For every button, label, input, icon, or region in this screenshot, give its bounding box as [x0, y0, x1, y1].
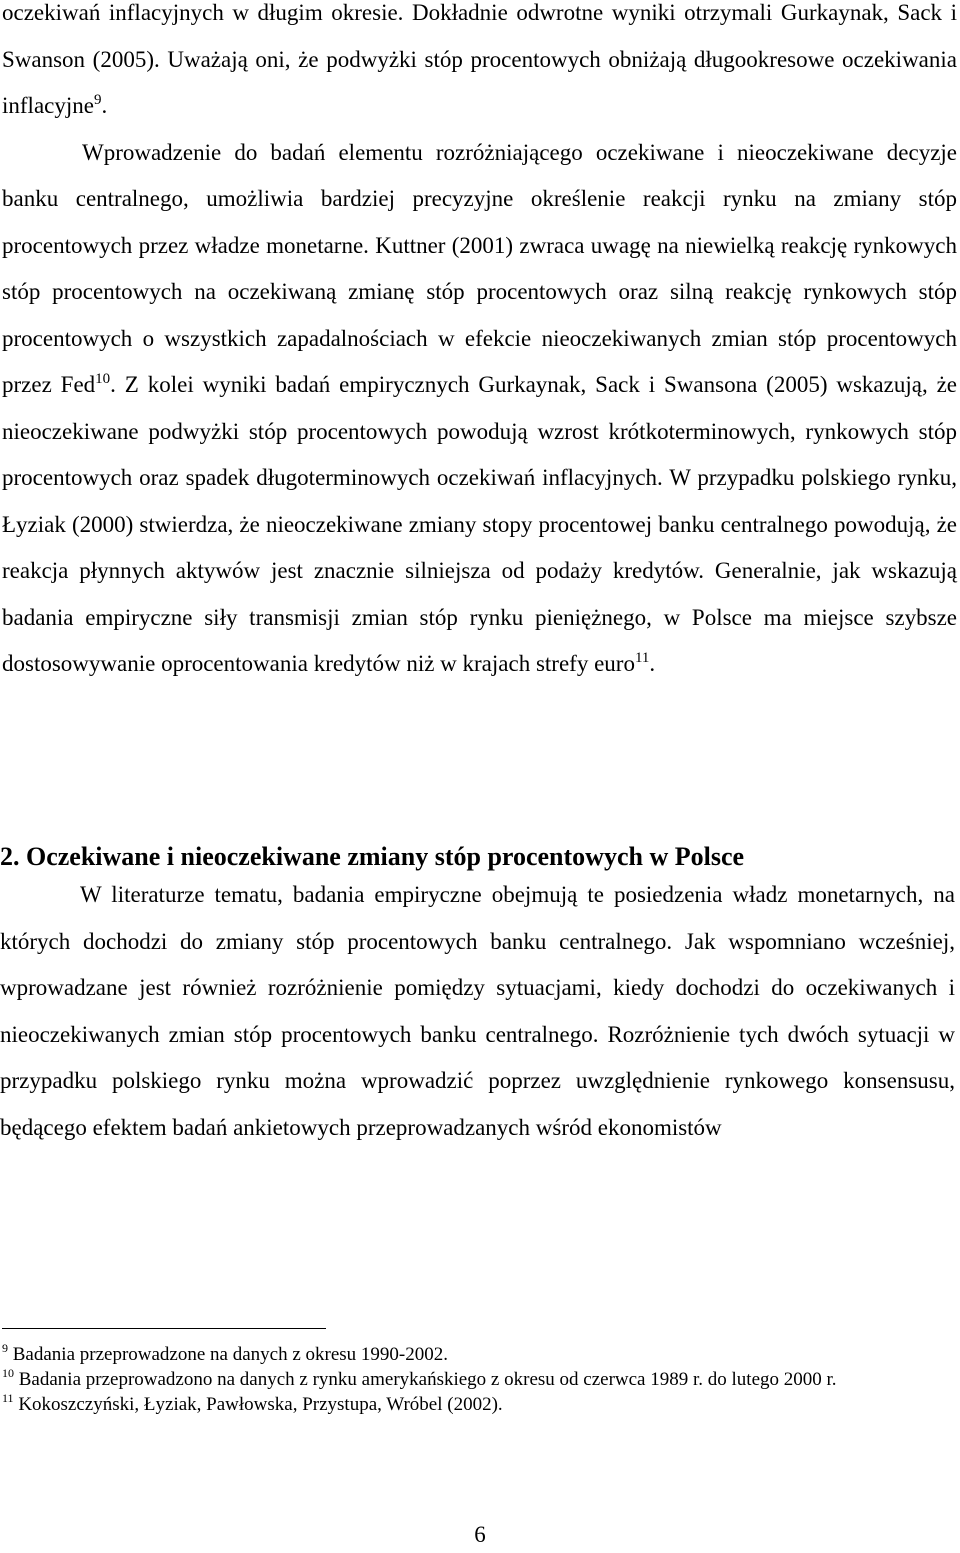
paragraph-1: [2, 0, 957, 130]
footnotes: [2, 1342, 957, 1417]
paragraph-1-tail: .: [101, 93, 108, 118]
footnote-text: Badania przeprowadzono na danych z rynku amerykańskiego z okresu od czerwca 1989 r. do lutego 2000 r.: [18, 1369, 837, 1390]
footnote-number: 10: [2, 1366, 14, 1380]
footnote-11: [2, 1392, 957, 1417]
footnote-number: 9: [2, 1341, 8, 1355]
section-2-paragraph: W literaturze tematu, badania empiryczne obejmują te posiedzenia władz monetarnych, na których dochodzi do zmiany stóp procentowych banku centralnego. Jak wspomniano wcześniej, wprowadzane jest również rozróżnienie pomiędzy sytuacjami, kiedy dochodzi do oczekiwanych i nieoczekiwanych zmian stóp procentowych banku centralnego. Rozróżnienie tych dwóch sytuacji w przypadku polskiego rynku można wprowadzić poprzez uwzględnienie rynkowego konsensusu, będącego efektem badań ankietowych przeprowadzanych wśród ekonomistów: [0, 882, 955, 1140]
section-heading: 2. Oczekiwane i nieoczekiwane zmiany stóp procentowych w Polsce: [0, 842, 745, 871]
footnote-separator: [2, 1328, 326, 1329]
page-number: 6: [474, 1522, 486, 1547]
paragraph-1-text: oczekiwań inflacyjnych w długim okresie. Dokładnie odwrotne wyniki otrzymali Gurkaynak, Sack i Swanson (2005). Uważają oni, że podwyżki stóp procentowych obniżają długookresowe oczekiwania inflacyjne: [2, 0, 957, 118]
section-2-body: [0, 872, 955, 1151]
paragraph-2-tail: .: [649, 651, 656, 676]
paragraph-2: [2, 130, 957, 688]
footnote-ref-11: 11: [634, 650, 650, 666]
footnote-9: [2, 1342, 957, 1367]
footnote-10: [2, 1367, 957, 1392]
footnote-ref-9: 9: [93, 92, 102, 108]
footnote-text: Badania przeprowadzone na danych z okresu 1990-2002.: [12, 1344, 449, 1365]
footnote-text: Kokoszczyński, Łyziak, Pawłowska, Przystupa, Wróbel (2002).: [18, 1394, 503, 1415]
paragraph-2-text-b: . Z kolei wyniki badań empirycznych Gurkaynak, Sack i Swansona (2005) wskazują, że nieoczekiwane podwyżki stóp procentowych powodują wzrost krótkoterminowych, rynkowych stóp procentowych oraz spadek długoterminowych oczekiwań inflacyjnych. W przypadku polskiego rynku, Łyziak (2000) stwierdza, że nieoczekiwane zmiany stopy procentowej banku centralnego powodują, że reakcja płynnych aktywów jest znacznie silniejsza od podaży kredytów. Generalnie, jak wskazują badania empiryczne siły transmisji zmian stóp rynku pieniężnego, w Polsce ma miejsce szybsze dostosowywanie oprocentowania kredytów niż w krajach strefy euro: [2, 372, 957, 676]
footnote-ref-10: 10: [95, 371, 111, 387]
footnote-number: 11: [2, 1391, 14, 1405]
paragraph-2-text-a: Wprowadzenie do badań elementu rozróżniającego oczekiwane i nieoczekiwane decyzje banku centralnego, umożliwia bardziej precyzyjne określenie reakcji rynku na zmiany stóp procentowych przez władze monetarne. Kuttner (2001) zwraca uwagę na niewielką reakcję rynkowych stóp procentowych na oczekiwaną zmianę stóp procentowych oraz silną reakcję rynkowych stóp procentowych o wszystkich zapadalnościach w efekcie nieoczekiwanych zmian stóp procentowych przez Fed: [2, 139, 957, 397]
document-page: [2, 0, 957, 688]
